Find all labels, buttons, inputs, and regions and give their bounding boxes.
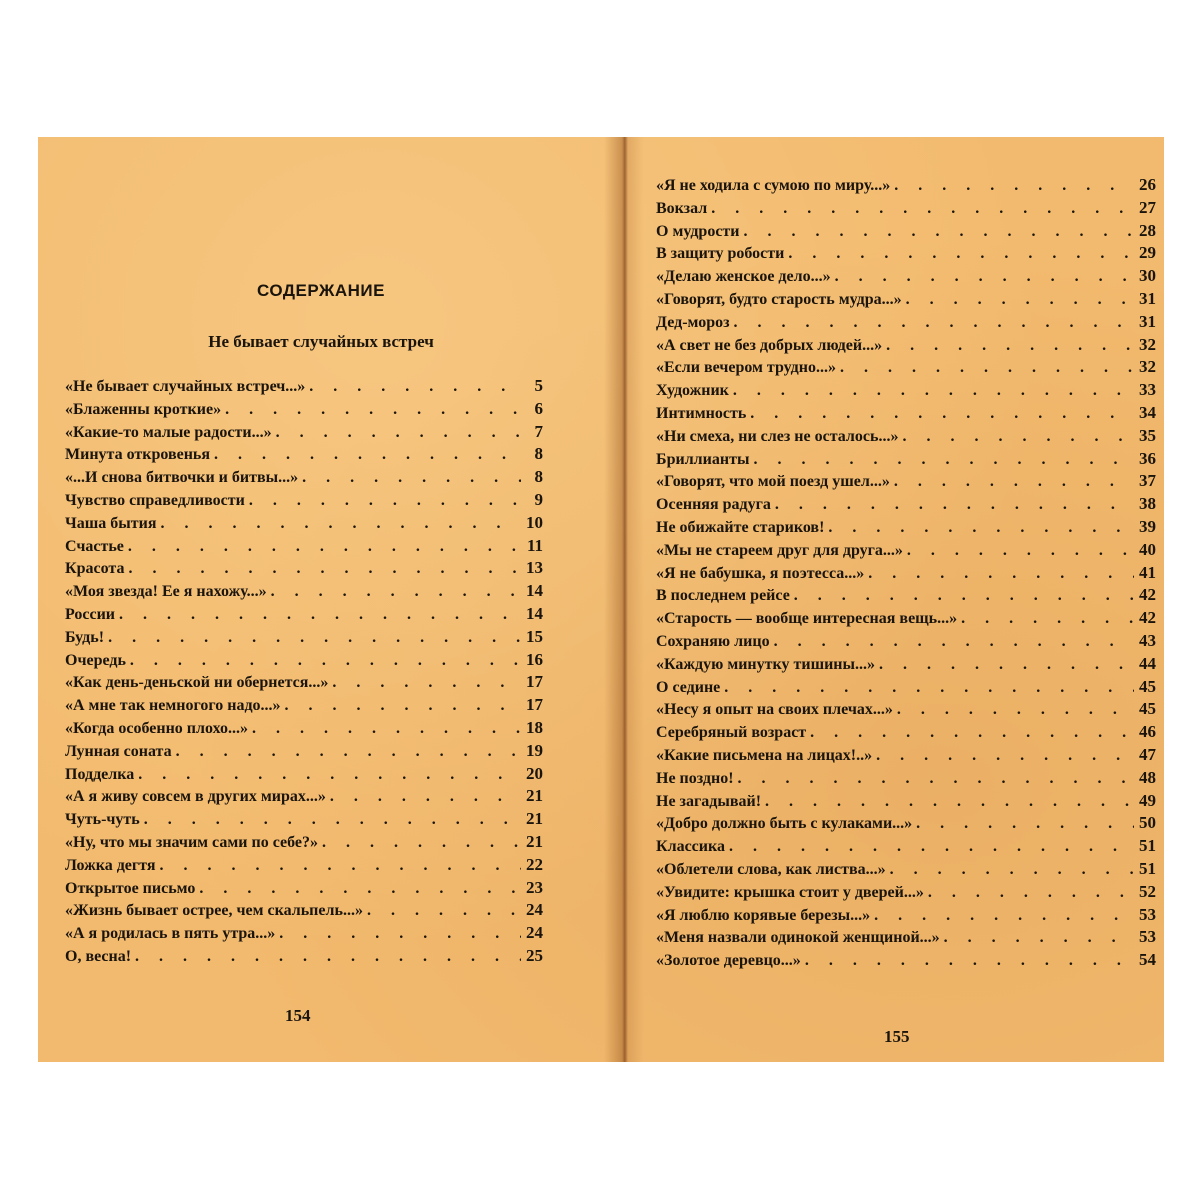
toc-leader-dots	[281, 697, 521, 715]
toc-leader-dots	[140, 811, 521, 829]
toc-entry	[65, 718, 543, 741]
toc-entry	[656, 631, 1156, 654]
toc-entry	[65, 558, 543, 581]
toc-entry	[65, 376, 543, 399]
toc-entry	[656, 335, 1156, 358]
toc-entry-title: Не поздно!	[656, 769, 734, 787]
toc-leader-dots	[115, 606, 521, 624]
toc-leader-dots	[326, 788, 521, 806]
toc-entry-title: Подделка	[65, 765, 135, 783]
toc-leader-dots	[882, 337, 1134, 355]
toc-entry-title: «...И снова битвочки и битвы...»	[65, 469, 299, 487]
toc-entry-page: 20	[526, 763, 543, 783]
toc-entry-title: Классика	[656, 838, 725, 856]
toc-leader-dots	[872, 747, 1134, 765]
toc-entry-page: 16	[526, 649, 543, 669]
toc-entry	[656, 859, 1156, 882]
toc-leader-dots	[890, 473, 1134, 491]
toc-entry-title: «Блаженны кроткие»	[65, 400, 222, 418]
toc-entry-title: Красота	[65, 560, 125, 578]
toc-entry-page: 15	[526, 626, 543, 646]
toc-leader-dots	[903, 542, 1134, 560]
toc-entry-title: Бриллианты	[656, 450, 750, 468]
toc-entry	[65, 695, 543, 718]
toc-entry-page: 21	[526, 831, 543, 851]
toc-entry-title: Не обижайте стариков!	[656, 518, 825, 536]
toc-entry-title: Художник	[656, 382, 729, 400]
toc-entry	[65, 536, 543, 559]
toc-entry-page: 44	[1139, 653, 1156, 673]
toc-entry-page: 31	[1139, 311, 1156, 331]
toc-entry-title: Чуть-чуть	[65, 811, 140, 829]
toc-entry	[65, 855, 543, 878]
section-title: Не бывает случайных встреч	[208, 332, 434, 351]
toc-leader-dots	[898, 428, 1134, 446]
toc-entry-title: Счастье	[65, 537, 124, 555]
toc-entry-page: 26	[1139, 175, 1156, 194]
toc-entry-page: 49	[1139, 790, 1156, 810]
toc-entry	[656, 426, 1156, 449]
toc-entry-page: 21	[526, 786, 543, 806]
toc-leader-dots	[267, 583, 521, 601]
toc-leader-dots	[740, 223, 1134, 241]
toc-leader-dots	[104, 629, 521, 647]
toc-leader-dots	[124, 538, 521, 556]
toc-entry-title: В защиту робости	[656, 245, 785, 263]
toc-entry-page: 45	[1139, 676, 1156, 696]
toc-entry-page: 27	[1139, 197, 1156, 217]
toc-entry-page: 32	[1139, 334, 1156, 354]
toc-entry	[656, 654, 1156, 677]
toc-entry-title: В последнем рейсе	[656, 587, 790, 605]
toc-entry	[656, 540, 1156, 563]
toc-entry-title: Сохраняю лицо	[656, 632, 770, 650]
toc-entry-title: «А мне так немногого надо...»	[65, 697, 281, 715]
toc-entry	[656, 449, 1156, 472]
book-gutter	[604, 137, 644, 1062]
toc-entry-title: «Говорят, что мой поезд ушел...»	[656, 473, 890, 491]
toc-leader-dots	[831, 268, 1134, 286]
toc-entry-page: 48	[1139, 767, 1156, 787]
toc-leader-dots	[957, 610, 1134, 628]
toc-entry	[656, 722, 1156, 745]
toc-entry-title: Дед-мороз	[656, 313, 730, 331]
toc-entry-page: 53	[1139, 927, 1156, 947]
toc-leader-dots	[275, 925, 521, 943]
toc-entry	[65, 786, 543, 809]
toc-entry-page: 22	[526, 854, 543, 874]
toc-entry-page: 32	[1139, 357, 1156, 377]
toc-entry	[65, 604, 543, 627]
toc-entry-title: Очередь	[65, 651, 126, 669]
toc-entry	[656, 905, 1156, 928]
toc-entry-title: «Моя звезда! Ее я нахожу...»	[65, 583, 267, 601]
toc-entry-title: «Какие письмена на лицах!..»	[656, 746, 873, 764]
toc-entry	[656, 950, 1156, 973]
toc-leader-dots	[912, 815, 1134, 833]
toc-entry-page: 54	[1139, 950, 1156, 970]
toc-entry-title: Открытое письмо	[65, 879, 196, 897]
toc-leader-dots	[305, 378, 521, 396]
toc-entry	[65, 923, 543, 946]
toc-entry-title: Чаша бытия	[65, 514, 157, 532]
toc-entry-page: 19	[526, 740, 543, 760]
toc-entry-page: 41	[1139, 562, 1156, 582]
toc-entry	[65, 832, 543, 855]
toc-leader-dots	[155, 857, 521, 875]
toc-entry-title: «Не бывает случайных встреч...»	[65, 378, 306, 395]
toc-leader-dots	[221, 401, 521, 419]
toc-entry	[656, 221, 1156, 244]
toc-entry-page: 34	[1139, 402, 1156, 422]
toc-entry-page: 40	[1139, 539, 1156, 559]
toc-entry-page: 29	[1139, 243, 1156, 263]
toc-entry-title: «Добро должно быть с кулаками...»	[656, 815, 913, 833]
toc-entry-title: «Старость — вообще интересная вещь...»	[656, 610, 958, 628]
toc-entry-page: 25	[526, 945, 543, 965]
toc-entry-page: 21	[526, 809, 543, 829]
toc-leader-dots	[729, 382, 1134, 400]
toc-entry	[656, 882, 1156, 905]
toc-entry-page: 50	[1139, 813, 1156, 833]
toc-entry-title: «Какие-то малые радости...»	[65, 423, 272, 441]
toc-entry-title: «Мы не стареем друг для друга...»	[656, 541, 903, 559]
toc-leader-dots	[790, 587, 1134, 605]
toc-entry-title: «Когда особенно плохо...»	[65, 719, 248, 737]
toc-entry	[656, 357, 1156, 380]
toc-leader-dots	[761, 793, 1134, 811]
toc-leader-dots	[195, 880, 521, 898]
toc-entry-page: 38	[1139, 494, 1156, 514]
toc-entry-page: 11	[526, 535, 543, 555]
toc-entry-page: 8	[534, 467, 543, 487]
toc-entry-title: «Жизнь бывает острее, чем скальпель...»	[65, 902, 363, 920]
toc-leader-dots	[272, 424, 521, 442]
toc-entry	[656, 791, 1156, 814]
toc-leader-dots	[924, 884, 1134, 902]
toc-entry-page: 9	[534, 489, 543, 509]
toc-leader-dots	[771, 496, 1134, 514]
toc-entry	[656, 585, 1156, 608]
book-spread	[38, 137, 1164, 1062]
toc-entry	[656, 403, 1156, 426]
toc-entry-page: 53	[1139, 904, 1156, 924]
toc-leader-dots	[172, 743, 521, 761]
toc-leader-dots	[298, 469, 521, 487]
toc-entry	[656, 243, 1156, 266]
toc-leader-dots	[875, 656, 1134, 674]
toc-entry-page: 17	[526, 695, 543, 715]
toc-entry-title: «Меня назвали одинокой женщиной...»	[656, 929, 940, 947]
toc-entry-title: О седине	[656, 678, 721, 696]
toc-entry-title: «Говорят, будто старость мудра...»	[656, 290, 902, 308]
toc-entry-page: 14	[526, 581, 543, 601]
toc-entry-title: Будь!	[65, 628, 105, 646]
toc-entry-title: «Золотое деревцо...»	[656, 952, 801, 970]
toc-entry-page: 35	[1139, 425, 1156, 445]
toc-leader-dots	[806, 724, 1134, 742]
toc-entry-page: 8	[534, 444, 543, 464]
toc-entry-title: «Я не ходила с сумою по миру...»	[656, 177, 891, 194]
toc-entry	[65, 946, 543, 969]
toc-entry	[656, 312, 1156, 335]
toc-leader-dots	[730, 314, 1134, 332]
toc-leader-dots	[707, 200, 1134, 218]
toc-entry	[656, 175, 1156, 198]
toc-leader-dots	[210, 446, 521, 464]
toc-list-right	[656, 175, 1156, 973]
toc-entry-page: 28	[1139, 220, 1156, 240]
toc-entry	[656, 563, 1156, 586]
toc-leader-dots	[725, 838, 1134, 856]
toc-entry-title: «А я родилась в пять утра...»	[65, 925, 276, 943]
toc-entry-title: России	[65, 605, 116, 623]
toc-entry-page: 24	[526, 900, 543, 920]
toc-leader-dots	[824, 519, 1134, 537]
toc-entry-page: 18	[526, 717, 543, 737]
toc-leader-dots	[886, 861, 1134, 879]
toc-entry-title: Не загадывай!	[656, 792, 762, 810]
toc-entry	[656, 266, 1156, 289]
toc-entry-title: «Ну, что мы значим сами по себе?»	[65, 833, 318, 851]
toc-entry-page: 51	[1139, 858, 1156, 878]
toc-entry-title: «Увидите: крышка стоит у дверей...»	[656, 883, 924, 901]
toc-leader-dots	[893, 701, 1134, 719]
toc-leader-dots	[864, 565, 1134, 583]
toc-entry	[65, 650, 543, 673]
toc-entry	[65, 627, 543, 650]
toc-leader-dots	[746, 405, 1134, 423]
toc-entry-title: «Если вечером трудно...»	[656, 359, 836, 377]
toc-entry-title: Минута откровенья	[65, 446, 211, 464]
toc-entry-title: «А свет не без добрых людей...»	[656, 336, 883, 354]
toc-leader-dots	[134, 766, 521, 784]
toc-entry-title: Чувство справедливости	[65, 491, 245, 509]
toc-entry	[656, 608, 1156, 631]
toc-entry-title: «Каждую минутку тишины...»	[656, 655, 876, 673]
toc-leader-dots	[940, 929, 1134, 947]
toc-entry-page: 14	[526, 603, 543, 623]
toc-entry-page: 23	[526, 877, 543, 897]
toc-entry	[656, 813, 1156, 836]
page-number-right: 155	[884, 1027, 910, 1046]
toc-leader-dots	[890, 177, 1134, 195]
toc-leader-dots	[770, 633, 1134, 651]
toc-leader-dots	[124, 560, 521, 578]
toc-leader-dots	[902, 291, 1134, 309]
toc-entry-page: 52	[1139, 881, 1156, 901]
toc-entry-title: «Ни смеха, ни слез не осталось...»	[656, 427, 899, 445]
toc-entry-page: 13	[526, 558, 543, 578]
toc-entry	[656, 289, 1156, 312]
toc-leader-dots	[720, 679, 1134, 697]
page-number-left: 154	[285, 1006, 311, 1025]
toc-entry	[656, 198, 1156, 221]
toc-leader-dots	[734, 770, 1134, 788]
toc-entry-title: Ложка дегтя	[65, 856, 156, 874]
toc-entry-title: «Делаю женское дело...»	[656, 268, 831, 286]
toc-entry-page: 31	[1139, 288, 1156, 308]
toc-entry-page: 7	[534, 421, 543, 441]
toc-entry	[65, 764, 543, 787]
toc-entry-title: Интимность	[656, 404, 747, 422]
toc-entry-page: 10	[526, 512, 543, 532]
toc-entry	[65, 741, 543, 764]
toc-entry	[65, 399, 543, 422]
toc-entry-page: 51	[1139, 836, 1156, 856]
toc-list-left	[65, 376, 543, 969]
toc-entry-title: Осенняя радуга	[656, 496, 771, 514]
toc-entry-page: 36	[1139, 448, 1156, 468]
left-page	[38, 137, 604, 1062]
toc-leader-dots	[245, 492, 521, 510]
toc-entry	[656, 927, 1156, 950]
toc-entry	[65, 900, 543, 923]
toc-entry-title: Лунная соната	[65, 742, 172, 760]
toc-entry-page: 39	[1139, 516, 1156, 536]
toc-leader-dots	[126, 652, 521, 670]
toc-entry-page: 43	[1139, 630, 1156, 650]
toc-entry-page: 47	[1139, 744, 1156, 764]
toc-entry-page: 46	[1139, 722, 1156, 742]
toc-leader-dots	[131, 948, 521, 966]
toc-entry-page: 33	[1139, 380, 1156, 400]
toc-entry-title: О мудрости	[656, 222, 740, 240]
toc-entry	[65, 467, 543, 490]
toc-entry	[656, 471, 1156, 494]
toc-entry-title: «Облетели слова, как листва...»	[656, 860, 886, 878]
toc-entry-title: О, весна!	[65, 947, 132, 965]
toc-leader-dots	[784, 245, 1134, 263]
toc-leader-dots	[318, 834, 521, 852]
toc-leader-dots	[363, 902, 521, 920]
toc-entry	[656, 677, 1156, 700]
toc-entry	[656, 380, 1156, 403]
toc-entry-page: 45	[1139, 699, 1156, 719]
toc-leader-dots	[836, 359, 1134, 377]
toc-leader-dots	[328, 674, 521, 692]
toc-entry-page: 17	[526, 672, 543, 692]
toc-leader-dots	[870, 907, 1134, 925]
toc-entry	[656, 494, 1156, 517]
toc-leader-dots	[749, 451, 1134, 469]
right-page	[644, 137, 1164, 1062]
toc-entry-title: «Я люблю корявые березы...»	[656, 906, 871, 924]
toc-entry	[656, 745, 1156, 768]
toc-entry-page: 30	[1139, 266, 1156, 286]
toc-entry-page: 42	[1139, 585, 1156, 605]
toc-entry-title: «Я не бабушка, я поэтесса...»	[656, 564, 865, 582]
toc-entry-page: 42	[1139, 608, 1156, 628]
toc-entry-title: «Несу я опыт на своих плечах...»	[656, 701, 893, 719]
toc-entry	[65, 581, 543, 604]
toc-entry-page: 5	[534, 376, 543, 395]
toc-leader-dots	[156, 515, 521, 533]
toc-entry	[65, 490, 543, 513]
toc-entry-page: 37	[1139, 471, 1156, 491]
toc-entry	[65, 444, 543, 467]
toc-entry	[65, 878, 543, 901]
toc-entry	[656, 699, 1156, 722]
toc-leader-dots	[248, 720, 521, 738]
toc-entry-title: «Как день-деньской ни обернется...»	[65, 674, 329, 692]
toc-entry-page: 24	[526, 923, 543, 943]
toc-leader-dots	[801, 952, 1134, 970]
toc-entry	[65, 513, 543, 536]
toc-entry	[65, 422, 543, 445]
toc-entry-title: Вокзал	[656, 199, 708, 217]
toc-entry-page: 6	[534, 398, 543, 418]
toc-entry	[656, 768, 1156, 791]
contents-heading: СОДЕРЖАНИЕ	[257, 281, 385, 300]
toc-entry-title: Серебряный возраст	[656, 724, 807, 742]
toc-entry	[65, 809, 543, 832]
toc-entry	[656, 836, 1156, 859]
toc-entry	[65, 672, 543, 695]
toc-entry	[656, 517, 1156, 540]
toc-entry-title: «А я живу совсем в других мирах...»	[65, 788, 326, 806]
